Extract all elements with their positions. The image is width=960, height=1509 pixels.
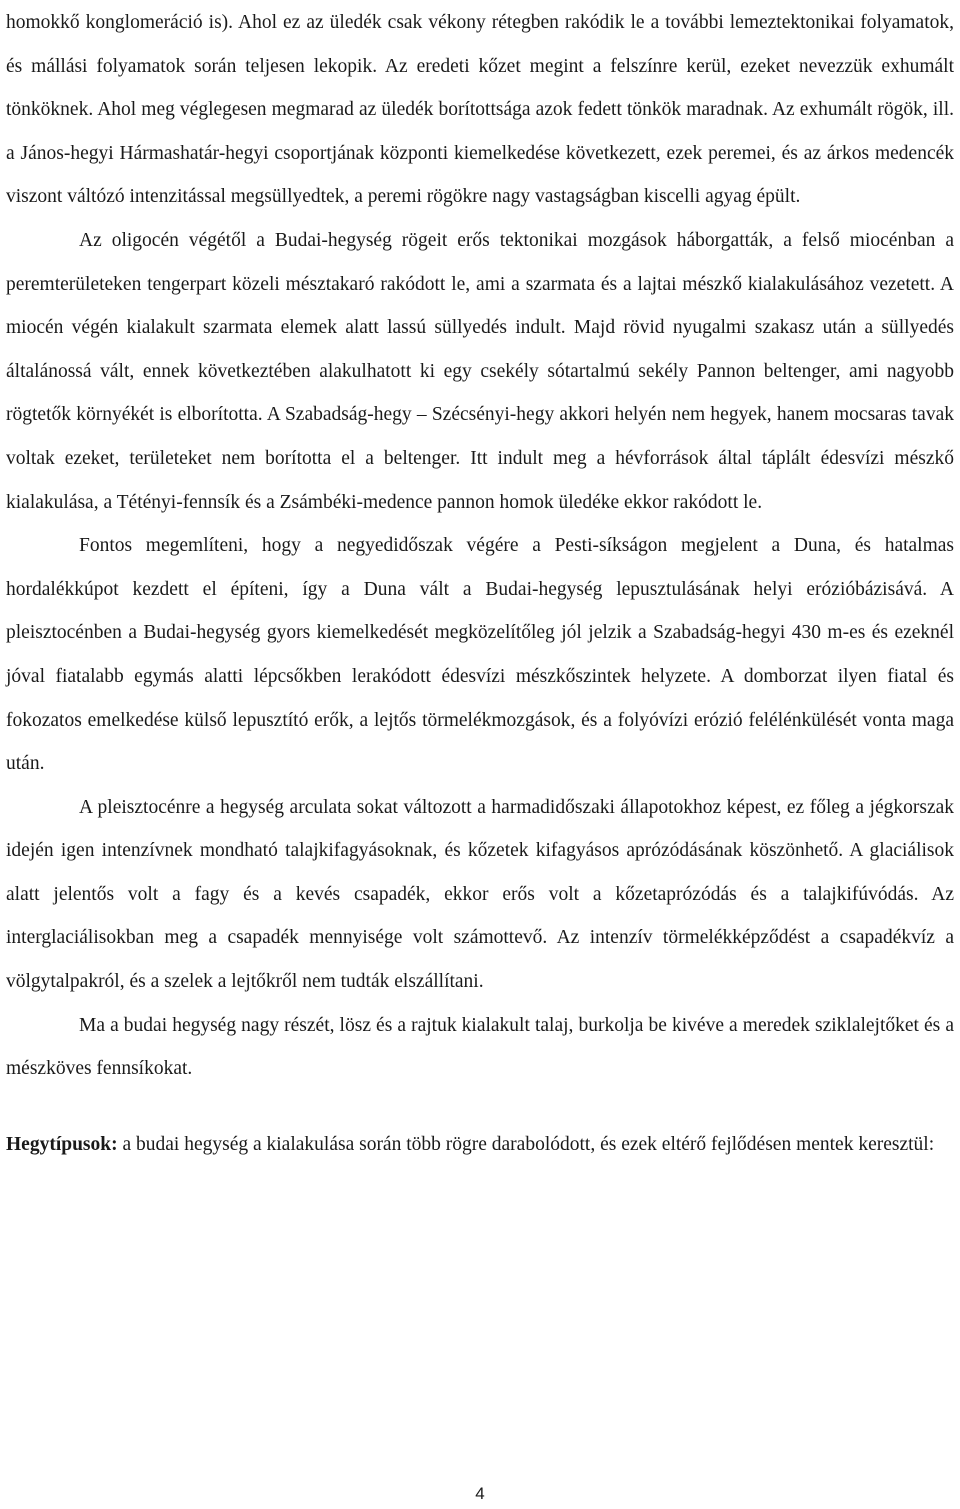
paragraph-mountain-types	[6, 1123, 954, 1167]
page-number: 4	[475, 1484, 485, 1503]
paragraph-continuation: homokkő konglomeráció is). Ahol ez az üledék csak vékony rétegben rakódik le a további lemeztektonikai folyamatok, és mállási folyamatok során teljesen lekopik. Az eredeti kőzet megint a felszínre kerül, ezeket nevezzük exhumált tönköknek. Ahol meg véglegesen megmarad az üledék borítottsága azok fedett tönkök maradnak. Az exhumált rögök, ill. a János-hegyi Hármashatár-hegyi csoportjának központi kiemelkedése következett, ezek peremei, és az árkos medencék viszont váltózó intenzitással megsüllyedtek, a peremi rögökre nagy vastagságban kiscelli agyag épült.	[6, 12, 954, 208]
paragraph-gap	[6, 1091, 954, 1123]
paragraph-quaternary: Fontos megemlíteni, hogy a negyedidőszak végére a Pesti-síkságon megjelent a Duna, és hatalmas hordalékkúpot kezdett el építeni, így a Duna vált a Budai-hegység lepusztulásának helyi erózióbázisává. A pleisztocénben a Budai-hegység gyors kiemelkedését megközelítőleg jól jelzik a Szabadság-hegyi 430 m-es és ezeknél jóval fiatalabb egymás alatti lépcsőkben lerakódott édesvízi mészkőszintek helyzete. A domborzat ilyen fiatal és fokozatos emelkedése külső lepusztító erők, a lejtős törmelékmozgások, és a folyóvízi erózió felélénkülését vonta maga után.	[6, 535, 954, 775]
mountain-types-text: a budai hegység a kialakulása során több rögre darabolódott, és ezek eltérő fejlődésen mentek keresztül:	[117, 1133, 935, 1155]
paragraph-present-day: Ma a budai hegység nagy részét, lösz és a rajtuk kialakult talaj, burkolja be kivéve a meredek sziklalejtőket és a mészköves fennsíkokat.	[6, 1014, 954, 1080]
document-page	[6, 0, 954, 1166]
mountain-types-heading: Hegytípusok:	[6, 1133, 118, 1155]
paragraph-oligocene: Az oligocén végétől a Budai-hegység rögeit erős tektonikai mozgások háborgatták, a felső miocénban a peremterületeken tengerpart közeli mésztakaró rakódott le, ami a szarmata és a lajtai mészkő kialakulásához vezetett. A miocén végén kialakult szarmata elemek alatt lassú süllyedés indult. Majd rövid nyugalmi szakasz után a süllyedés általánossá vált, ennek következtében alakulhatott ki egy csekély sótartalmú sekély Pannon beltenger, ami nagyobb rögtetők környékét is elborította. A Szabadság-hegy – Szécsényi-hegy akkori helyén nem hegyek, hanem mocsaras tavak voltak ezeket, területeket nem borította el a beltenger. Itt indult meg a hévforrások által táplált édesvízi mészkő kialakulása, a Tétényi-fennsík és a Zsámbéki-medence pannon homok üledéke ekkor rakódott le.	[6, 229, 954, 513]
paragraph-pleistocene: A pleisztocénre a hegység arculata sokat változott a harmadidőszaki állapotokhoz képest, ez főleg a jégkorszak idején igen intenzívnek mondható talajkifagyásoknak, és kőzetek kifagyásos aprózódásának köszönhető. A glaciálisok alatt jelentős volt a fagy és a kevés csapadék, ekkor erős volt a kőzetaprózódás és a talajkifúvódás. Az interglaciálisokban meg a csapadék mennyisége volt számottevő. Az intenzív törmelékképződést a csapadékvíz a völgytalpakról, és a szelek a lejtőkről nem tudták elszállítani.	[6, 796, 954, 993]
